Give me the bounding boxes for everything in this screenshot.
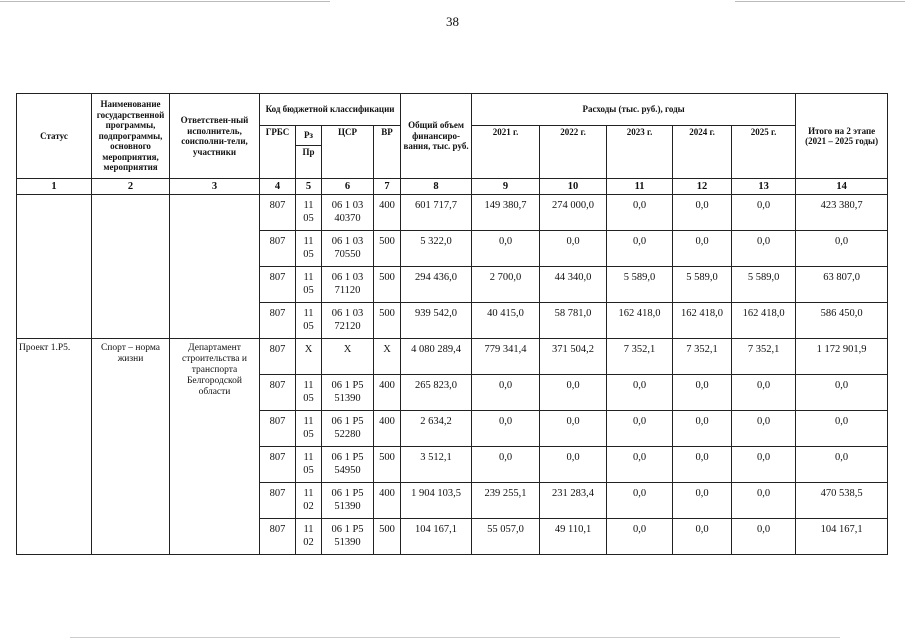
csr-part2: 40370	[334, 213, 361, 224]
y2021-cell: 40 415,0	[472, 303, 540, 339]
project-responsible: Департамент строительства и транспорта Белгородской области	[170, 339, 260, 555]
pr-value: 05	[303, 465, 314, 476]
y2021-cell: 779 341,4	[472, 339, 540, 375]
pr-value: 05	[303, 249, 314, 260]
grbs-cell: 807	[260, 267, 296, 303]
grbs-cell: 807	[260, 195, 296, 231]
csr-part2: 70550	[334, 249, 361, 260]
vr-cell: 500	[374, 303, 401, 339]
total-cell: 1 904 103,5	[401, 483, 472, 519]
csr-part1: 06 1 P5	[331, 488, 364, 499]
y2022-cell: 0,0	[540, 231, 607, 267]
y2024-cell: 0,0	[673, 411, 732, 447]
y2023-cell: 0,0	[607, 519, 673, 555]
y2021-cell: 0,0	[472, 447, 540, 483]
header-year-2025: 2025 г.	[732, 126, 796, 179]
pr-value: 05	[303, 393, 314, 404]
y2021-cell: 0,0	[472, 375, 540, 411]
csr-cell: X	[322, 339, 374, 375]
top-edge-line	[0, 1, 330, 2]
header-expenses-group: Расходы (тыс. руб.), годы	[472, 94, 796, 126]
y2025-cell: 0,0	[732, 231, 796, 267]
column-number: 9	[472, 179, 540, 195]
y2025-cell: 0,0	[732, 519, 796, 555]
column-number: 12	[673, 179, 732, 195]
y2025-cell: 0,0	[732, 195, 796, 231]
header-csr: ЦСР	[322, 126, 374, 179]
y2023-cell: 5 589,0	[607, 267, 673, 303]
column-number: 11	[607, 179, 673, 195]
total-cell: 5 322,0	[401, 231, 472, 267]
pr-value: 05	[303, 321, 314, 332]
rz-value: 11	[303, 380, 314, 391]
csr-part2: 52280	[334, 429, 361, 440]
rz-value: 11	[303, 236, 314, 247]
csr-part1: 06 1 P5	[331, 524, 364, 535]
csr-cell	[322, 267, 374, 303]
y2024-cell: 0,0	[673, 483, 732, 519]
vr-cell: 500	[374, 447, 401, 483]
stage-total-cell: 0,0	[796, 231, 888, 267]
vr-cell: 500	[374, 267, 401, 303]
header-stage-total: Итого на 2 этапе (2021 – 2025 годы)	[796, 94, 888, 179]
rz-pr-cell	[296, 303, 322, 339]
y2024-cell: 0,0	[673, 375, 732, 411]
header-pr: Пр	[296, 146, 322, 179]
csr-cell	[322, 195, 374, 231]
y2022-cell: 371 504,2	[540, 339, 607, 375]
y2024-cell: 5 589,0	[673, 267, 732, 303]
header-year-2023: 2023 г.	[607, 126, 673, 179]
csr-part2: 72120	[334, 321, 361, 332]
y2022-cell: 49 110,1	[540, 519, 607, 555]
y2022-cell: 0,0	[540, 411, 607, 447]
csr-cell	[322, 483, 374, 519]
y2022-cell: 44 340,0	[540, 267, 607, 303]
rz-value: 11	[303, 524, 314, 535]
rz-value: 11	[303, 452, 314, 463]
column-number: 10	[540, 179, 607, 195]
y2021-cell: 239 255,1	[472, 483, 540, 519]
stage-total-cell: 0,0	[796, 411, 888, 447]
csr-cell	[322, 411, 374, 447]
header-rz: Рз	[296, 126, 322, 146]
y2023-cell: 0,0	[607, 411, 673, 447]
y2023-cell: 0,0	[607, 447, 673, 483]
column-number: 4	[260, 179, 296, 195]
csr-part1: 06 1 03	[331, 236, 364, 247]
y2024-cell: 0,0	[673, 519, 732, 555]
column-number: 2	[92, 179, 170, 195]
csr-cell	[322, 519, 374, 555]
stage-total-cell: 0,0	[796, 375, 888, 411]
stage-total-cell: 423 380,7	[796, 195, 888, 231]
project-name: Спорт – норма жизни	[92, 339, 170, 555]
csr-cell	[322, 447, 374, 483]
vr-cell: X	[374, 339, 401, 375]
column-numbers-row	[17, 179, 888, 195]
rz-pr-cell	[296, 375, 322, 411]
header-status: Статус	[17, 94, 92, 179]
y2024-cell: 0,0	[673, 447, 732, 483]
header-year-2024: 2024 г.	[673, 126, 732, 179]
total-cell: 4 080 289,4	[401, 339, 472, 375]
y2021-cell: 0,0	[472, 231, 540, 267]
csr-part2: 54950	[334, 465, 361, 476]
column-number: 8	[401, 179, 472, 195]
pr-value: 05	[303, 213, 314, 224]
pr-value: 02	[303, 537, 314, 548]
csr-cell	[322, 231, 374, 267]
header-year-2021: 2021 г.	[472, 126, 540, 179]
csr-part1: 06 1 P5	[331, 380, 364, 391]
y2022-cell: 231 283,4	[540, 483, 607, 519]
vr-cell: 400	[374, 195, 401, 231]
y2022-cell: 58 781,0	[540, 303, 607, 339]
y2021-cell: 0,0	[472, 411, 540, 447]
stage-total-cell: 0,0	[796, 447, 888, 483]
y2025-cell: 7 352,1	[732, 339, 796, 375]
pr-value: 05	[303, 429, 314, 440]
csr-part1: 06 1 P5	[331, 452, 364, 463]
stage-total-cell: 63 807,0	[796, 267, 888, 303]
y2025-cell: 0,0	[732, 411, 796, 447]
column-number: 7	[374, 179, 401, 195]
grbs-cell: 807	[260, 483, 296, 519]
grbs-cell: 807	[260, 303, 296, 339]
grbs-cell: 807	[260, 375, 296, 411]
total-cell: 601 717,7	[401, 195, 472, 231]
csr-part2: 71120	[334, 285, 361, 296]
total-cell: 3 512,1	[401, 447, 472, 483]
vr-cell: 400	[374, 483, 401, 519]
rz-value: 11	[303, 308, 314, 319]
rz-value: 11	[303, 200, 314, 211]
y2025-cell: 162 418,0	[732, 303, 796, 339]
vr-cell: 400	[374, 411, 401, 447]
y2025-cell: 0,0	[732, 447, 796, 483]
rz-pr-cell: X	[296, 339, 322, 375]
column-number: 14	[796, 179, 888, 195]
page-number: 38	[446, 14, 459, 29]
grbs-cell: 807	[260, 339, 296, 375]
vr-cell: 500	[374, 231, 401, 267]
status-cell-empty	[17, 195, 92, 339]
rz-pr-cell	[296, 267, 322, 303]
header-total-volume: Общий объем финансиро-вания, тыс. руб.	[401, 94, 472, 179]
table-row	[17, 339, 888, 375]
csr-part1: 06 1 03	[331, 200, 364, 211]
grbs-cell: 807	[260, 447, 296, 483]
y2023-cell: 0,0	[607, 483, 673, 519]
grbs-cell: 807	[260, 411, 296, 447]
column-number: 1	[17, 179, 92, 195]
header-code-group: Код бюджетной классификации	[260, 94, 401, 126]
csr-part1: 06 1 03	[331, 308, 364, 319]
header-responsible: Ответствен-ный исполнитель, соисполни-тели, участники	[170, 94, 260, 179]
csr-part2: 51390	[334, 501, 361, 512]
total-cell: 104 167,1	[401, 519, 472, 555]
total-cell: 2 634,2	[401, 411, 472, 447]
vr-cell: 400	[374, 375, 401, 411]
vr-cell: 500	[374, 519, 401, 555]
pr-value: 05	[303, 285, 314, 296]
stage-total-cell: 1 172 901,9	[796, 339, 888, 375]
rz-pr-cell	[296, 195, 322, 231]
column-number: 5	[296, 179, 322, 195]
column-number: 3	[170, 179, 260, 195]
header-vr: ВР	[374, 126, 401, 179]
y2022-cell: 274 000,0	[540, 195, 607, 231]
y2023-cell: 0,0	[607, 375, 673, 411]
responsible-cell-empty	[170, 195, 260, 339]
total-cell: 939 542,0	[401, 303, 472, 339]
y2024-cell: 0,0	[673, 195, 732, 231]
y2023-cell: 0,0	[607, 231, 673, 267]
csr-part1: 06 1 03	[331, 272, 364, 283]
grbs-cell: 807	[260, 231, 296, 267]
y2024-cell: 0,0	[673, 231, 732, 267]
y2024-cell: 7 352,1	[673, 339, 732, 375]
total-cell: 294 436,0	[401, 267, 472, 303]
rz-value: 11	[303, 272, 314, 283]
rz-value: 11	[303, 416, 314, 427]
header-grbs: ГРБС	[260, 126, 296, 179]
csr-part2: 51390	[334, 393, 361, 404]
rz-pr-cell	[296, 519, 322, 555]
project-status: Проект 1.Р5.	[17, 339, 92, 555]
csr-cell	[322, 303, 374, 339]
stage-total-cell: 470 538,5	[796, 483, 888, 519]
rz-pr-cell	[296, 411, 322, 447]
top-edge-line-right	[735, 1, 905, 2]
y2021-cell: 55 057,0	[472, 519, 540, 555]
y2021-cell: 149 380,7	[472, 195, 540, 231]
rz-pr-cell	[296, 447, 322, 483]
name-cell-empty	[92, 195, 170, 339]
bottom-edge-line	[70, 637, 840, 638]
table-row	[17, 195, 888, 231]
rz-value: 11	[303, 488, 314, 499]
y2023-cell: 162 418,0	[607, 303, 673, 339]
total-cell: 265 823,0	[401, 375, 472, 411]
y2022-cell: 0,0	[540, 447, 607, 483]
csr-part1: 06 1 P5	[331, 416, 364, 427]
y2021-cell: 2 700,0	[472, 267, 540, 303]
csr-part2: 51390	[334, 537, 361, 548]
header-year-2022: 2022 г.	[540, 126, 607, 179]
header-name: Наименование государственной программы, подпрограммы, основного мероприятия, мероприятия	[92, 94, 170, 179]
y2025-cell: 5 589,0	[732, 267, 796, 303]
y2023-cell: 0,0	[607, 195, 673, 231]
y2023-cell: 7 352,1	[607, 339, 673, 375]
stage-total-cell: 104 167,1	[796, 519, 888, 555]
y2025-cell: 0,0	[732, 375, 796, 411]
budget-table	[16, 93, 888, 555]
csr-cell	[322, 375, 374, 411]
y2024-cell: 162 418,0	[673, 303, 732, 339]
rz-pr-cell	[296, 231, 322, 267]
y2022-cell: 0,0	[540, 375, 607, 411]
rz-pr-cell	[296, 483, 322, 519]
column-number: 13	[732, 179, 796, 195]
column-number: 6	[322, 179, 374, 195]
grbs-cell: 807	[260, 519, 296, 555]
pr-value: 02	[303, 501, 314, 512]
y2025-cell: 0,0	[732, 483, 796, 519]
stage-total-cell: 586 450,0	[796, 303, 888, 339]
